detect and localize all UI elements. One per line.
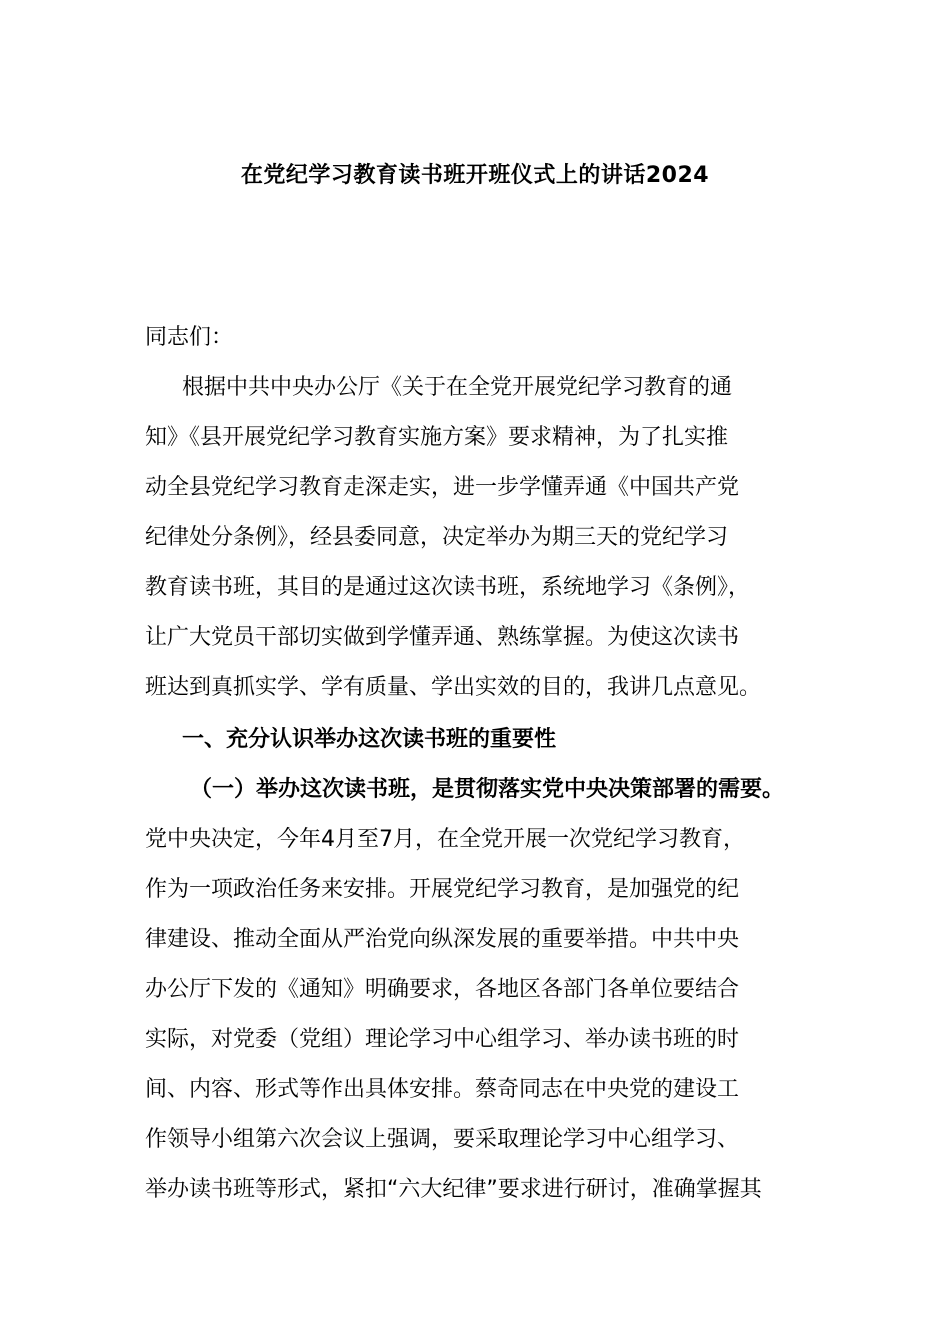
- paragraph-line: 知》《县开展党纪学习教育实施方案》要求精神，为了扎实推: [145, 425, 729, 450]
- paragraph-line: 作为一项政治任务来安排。开展党纪学习教育，是加强党的纪: [145, 877, 740, 902]
- paragraph-line: 间、内容、形式等作出具体安排。蔡奇同志在中央党的建设工: [145, 1077, 740, 1102]
- paragraph-line: 动全县党纪学习教育走深走实，进一步学懂弄通《中国共产党: [145, 475, 740, 500]
- paragraph-line: 律建设、推动全面从严治党向纵深发展的重要举措。中共中央: [145, 927, 740, 952]
- paragraph-line: 举办读书班等形式，紧扣“六大纪律”要求进行研讨，准确掌握其: [145, 1177, 762, 1202]
- paragraph-line: 班达到真抓实学、学有质量、学出实效的目的，我讲几点意见。: [145, 675, 762, 700]
- paragraph-line: 纪律处分条例》，经县委同意，决定举办为期三天的党纪学习: [145, 525, 729, 550]
- paragraph-line: 党中央决定，今年4月至7月，在全党开展一次党纪学习教育，: [145, 827, 745, 852]
- paragraph-line: 实际，对党委（党组）理论学习中心组学习、举办读书班的时: [145, 1027, 740, 1052]
- section-heading: 一、充分认识举办这次读书班的重要性: [182, 727, 557, 752]
- paragraph-line: 办公厅下发的《通知》明确要求，各地区各部门各单位要结合: [145, 977, 740, 1002]
- paragraph-line: 教育读书班，其目的是通过这次读书班，系统地学习《条例》，: [145, 575, 751, 600]
- paragraph-line: 让广大党员干部切实做到学懂弄通、熟练掌握。为使这次读书: [145, 625, 740, 650]
- paragraph-line: 作领导小组第六次会议上强调，要采取理论学习中心组学习、: [145, 1127, 740, 1152]
- subsection-heading: （一）举办这次读书班，是贯彻落实党中央决策部署的需要。: [190, 777, 785, 802]
- paragraph-line: 根据中共中央办公厅《关于在全党开展党纪学习教育的通: [182, 375, 733, 400]
- document-title: 在党纪学习教育读书班开班仪式上的讲话2024: [240, 163, 710, 188]
- salutation: 同志们：: [145, 325, 234, 350]
